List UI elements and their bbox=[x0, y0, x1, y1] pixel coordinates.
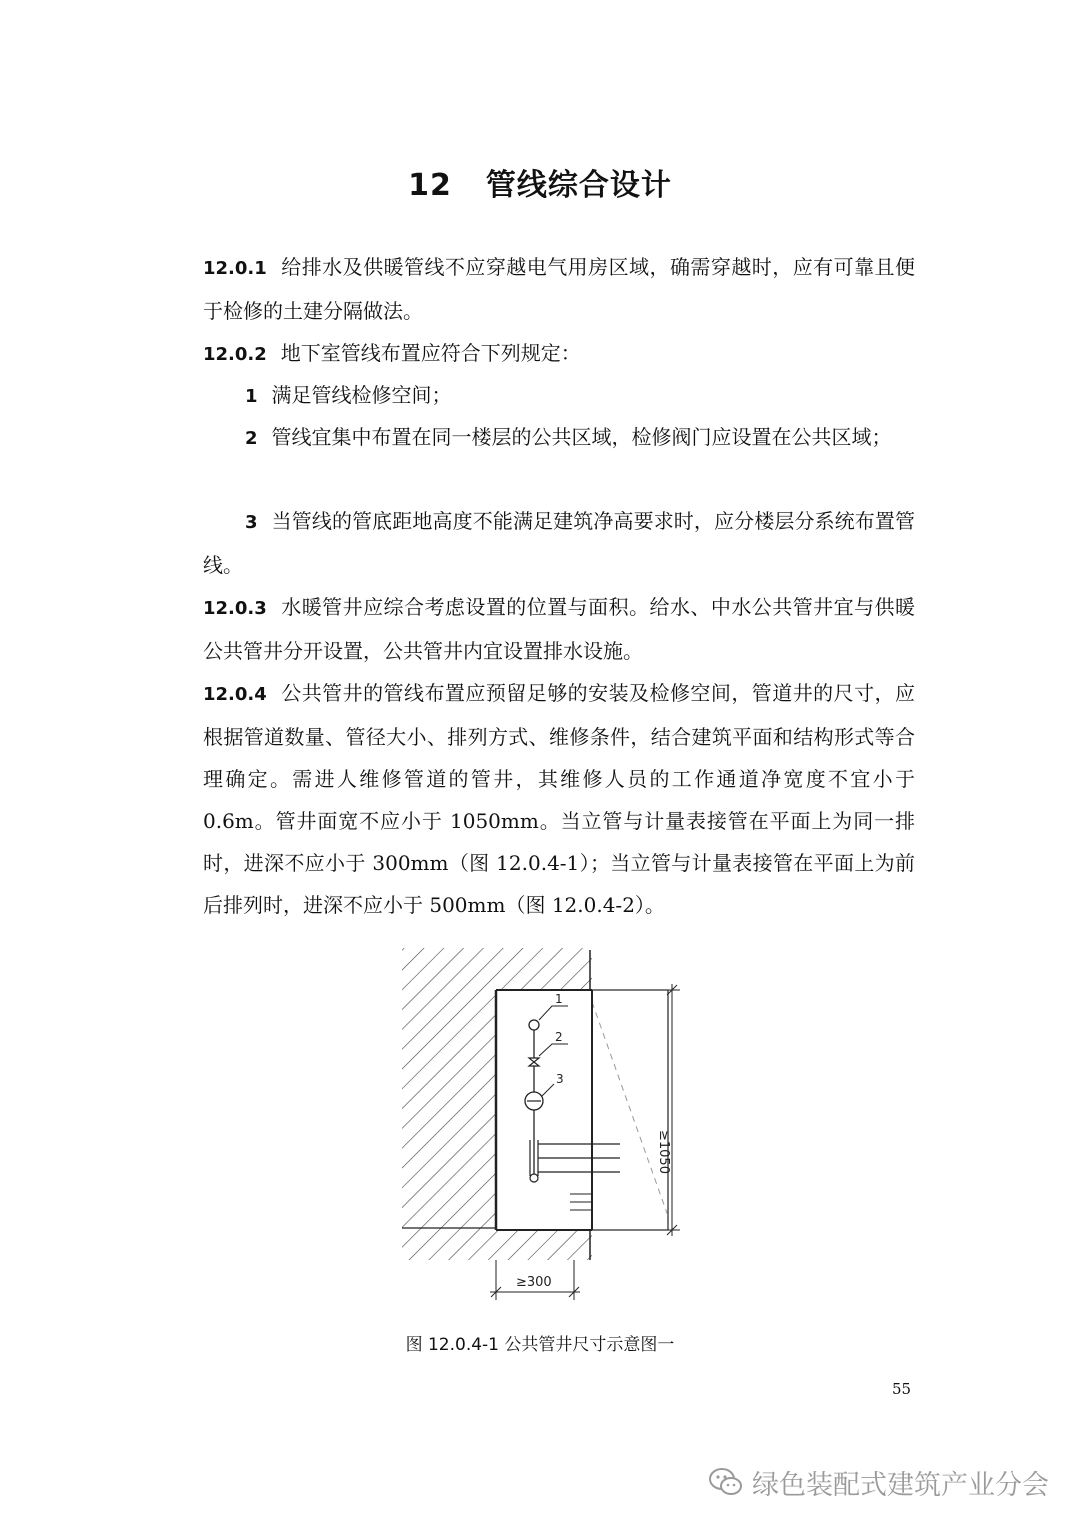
clause-12-0-4 bbox=[203, 672, 915, 926]
pipe-fitting-1 bbox=[529, 1020, 539, 1030]
clause-text: 给排水及供暖管线不应穿越电气用房区域，确需穿越时，应有可靠且便于检修的土建分隔做法。 bbox=[203, 255, 915, 323]
label-3: 3 bbox=[556, 1072, 564, 1086]
valve-symbol bbox=[529, 1058, 539, 1066]
clause-number: 12.0.3 bbox=[203, 598, 267, 619]
clause-12-0-2 bbox=[203, 332, 915, 376]
dimension-width: ≥1050 bbox=[656, 1130, 671, 1174]
wechat-icon bbox=[708, 1466, 744, 1498]
clause-text: 公共管井的管线布置应预留足够的安装及检修空间，管道井的尺寸，应根据管道数量、管径大小、排列方式、维修条件，结合建筑平面和结构形式等合理确定。需进人维修管道的管井，其维修人员的工作通道净宽度不宜小于 0.6m。管井面宽不应小于 1050mm。当立管与计量表接管在平面上为同一排时，进深不应小于 300mm（图 12.0.4-1）；当立管与计量表接管在平面上为前后排列时，进深不应小于 500mm（图 12.0.4-2）。 bbox=[203, 681, 915, 917]
page-number: 55 bbox=[892, 1380, 912, 1398]
chapter-number: 12 bbox=[408, 168, 452, 203]
list-item bbox=[203, 374, 915, 418]
watermark-text: 绿色装配式建筑产业分会 bbox=[752, 1469, 1049, 1501]
clause-text: 地下室管线布置应符合下列规定： bbox=[280, 341, 581, 365]
list-item-text: 管线宜集中布置在同一楼层的公共区域，检修阀门应设置在公共区域； bbox=[271, 425, 892, 449]
chapter-title-text: 管线综合设计 bbox=[485, 168, 672, 203]
list-item bbox=[203, 500, 915, 586]
label-2: 2 bbox=[555, 1030, 563, 1044]
list-item-text: 当管线的管底距地高度不能满足建筑净高要求时，应分楼层分系统布置管线。 bbox=[203, 509, 915, 577]
list-item-text: 满足管线检修空间； bbox=[271, 383, 452, 407]
list-item bbox=[203, 416, 915, 460]
watermark bbox=[708, 1462, 1068, 1502]
clause-text: 水暖管井应综合考虑设置的位置与面积。给水、中水公共管井宜与供暖公共管井分开设置，公共管井内宜设置排水设施。 bbox=[203, 595, 915, 663]
clause-number: 12.0.2 bbox=[203, 344, 267, 365]
clause-12-0-3 bbox=[203, 586, 915, 672]
clause-12-0-1 bbox=[203, 246, 915, 332]
clause-number: 12.0.4 bbox=[203, 684, 267, 705]
shaft-diagram bbox=[392, 940, 692, 1300]
figure-caption: 图 12.0.4-1 公共管井尺寸示意图一 bbox=[405, 1335, 675, 1355]
clause-number: 12.0.1 bbox=[203, 258, 267, 279]
list-item-number: 1 bbox=[245, 386, 258, 407]
chapter-title bbox=[0, 160, 1080, 204]
list-item-number: 3 bbox=[245, 512, 258, 533]
dimension-depth: ≥300 bbox=[516, 1275, 552, 1290]
label-1: 1 bbox=[555, 992, 563, 1006]
list-item-number: 2 bbox=[245, 428, 258, 449]
